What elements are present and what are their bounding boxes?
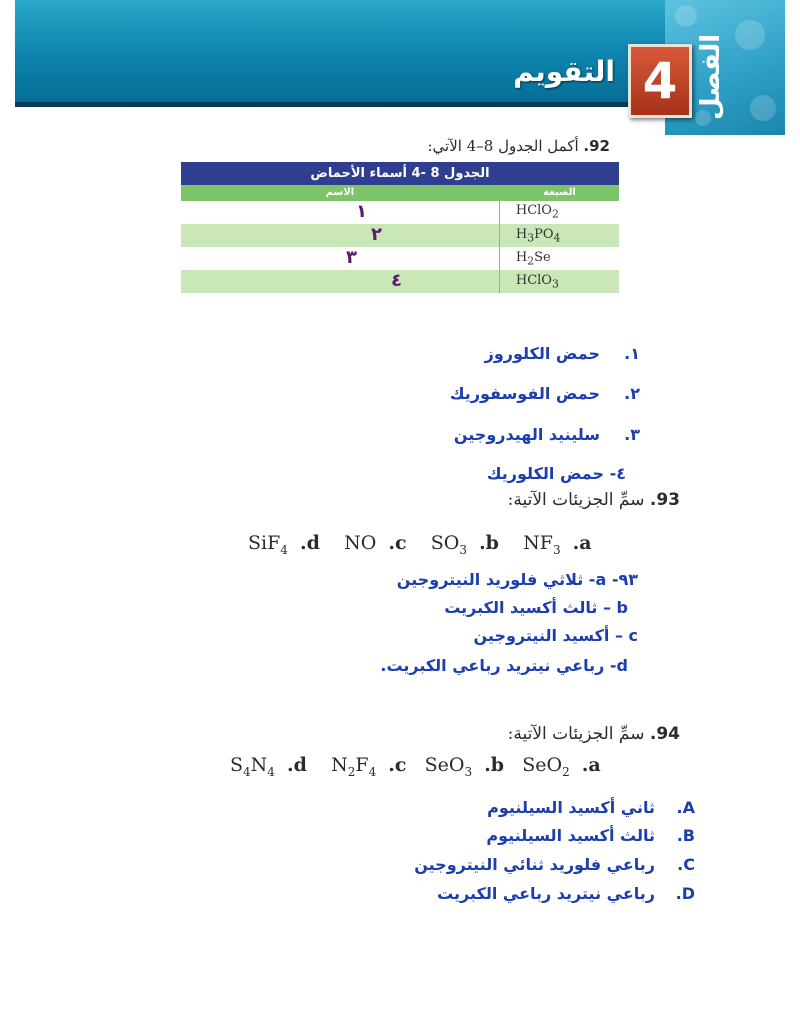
q94-answer-b: B.ثالث أكسيد السيلنيوم bbox=[486, 826, 695, 845]
q92-answer-4: ٤- حمض الكلوريك bbox=[486, 464, 626, 483]
formula-cell: $H_2Se$ bbox=[515, 249, 551, 268]
q94-answer-c: C.رباعي فلوريد ثنائي النيتروجين bbox=[414, 855, 695, 874]
formula-cell: HClO bbox=[515, 272, 552, 288]
q94-prompt: 94. سمِّ الجزيئات الآتية: bbox=[507, 724, 680, 744]
q92-answer-3: ٣.سلينيد الهيدروجين bbox=[453, 425, 640, 444]
handwritten-mark: ٤ bbox=[391, 269, 402, 291]
q94-molecules: $S_4N_4$ .d $N_2F_4$ .c SeO$_3$ .b SeO$_2$ .a bbox=[230, 754, 601, 779]
col-header-name: الاسم bbox=[181, 185, 499, 201]
q93-answer-c: c – أكسيد النيتروجين bbox=[473, 626, 638, 645]
q94-answer-d: D.رباعي نيتريد رباعي الكبريت bbox=[437, 884, 695, 903]
table-row: ٢ $H_3PO_4$ bbox=[181, 224, 619, 247]
table-row: ١ HClO$_2$ bbox=[181, 201, 619, 224]
q92-text: أكمل الجدول 8–4 الآتي: bbox=[427, 137, 579, 155]
chapter-number: 4 bbox=[628, 44, 692, 118]
handwritten-mark: ٢ bbox=[371, 223, 382, 245]
acid-names-table bbox=[181, 162, 619, 293]
q93-answer-a: ٩٣- a- ثلاثي فلوريد النيتروجين bbox=[396, 570, 638, 589]
handwritten-mark: ١ bbox=[356, 200, 367, 222]
q92-answer-2: ٢.حمض الفوسفوريك bbox=[449, 384, 640, 403]
formula-cell: HClO bbox=[515, 203, 552, 219]
q92-answer-1: ١.حمض الكلوروز bbox=[484, 344, 640, 363]
q92-prompt bbox=[360, 137, 610, 155]
q93-answer-b: b – ثالث أكسيد الكبريت bbox=[444, 598, 628, 617]
q93-answer-d: d- رباعي نيتريد رباعي الكبريت. bbox=[380, 656, 628, 675]
col-header-formula: الصيغة bbox=[543, 187, 576, 199]
q93-prompt: 93. سمِّ الجزيئات الآتية: bbox=[507, 490, 680, 510]
formula-cell: $H_3PO$ bbox=[515, 226, 554, 245]
table-caption: الجدول 8 -4 أسماء الأحماض bbox=[181, 162, 619, 185]
q92-number: 92. bbox=[583, 137, 610, 155]
q94-answer-a: A.ثاني أكسيد السيلنيوم bbox=[487, 798, 695, 817]
table-row: ٤ HClO$_3$ bbox=[181, 270, 619, 293]
section-title: التقويم bbox=[513, 55, 615, 88]
q93-molecules: SiF$_4$ .d NO .c $SO_3$ .b $NF_3$ .a bbox=[248, 532, 592, 557]
table-row bbox=[181, 247, 619, 270]
handwritten-mark: ٣ bbox=[346, 246, 357, 268]
chapter-label: الفصل bbox=[696, 33, 726, 120]
